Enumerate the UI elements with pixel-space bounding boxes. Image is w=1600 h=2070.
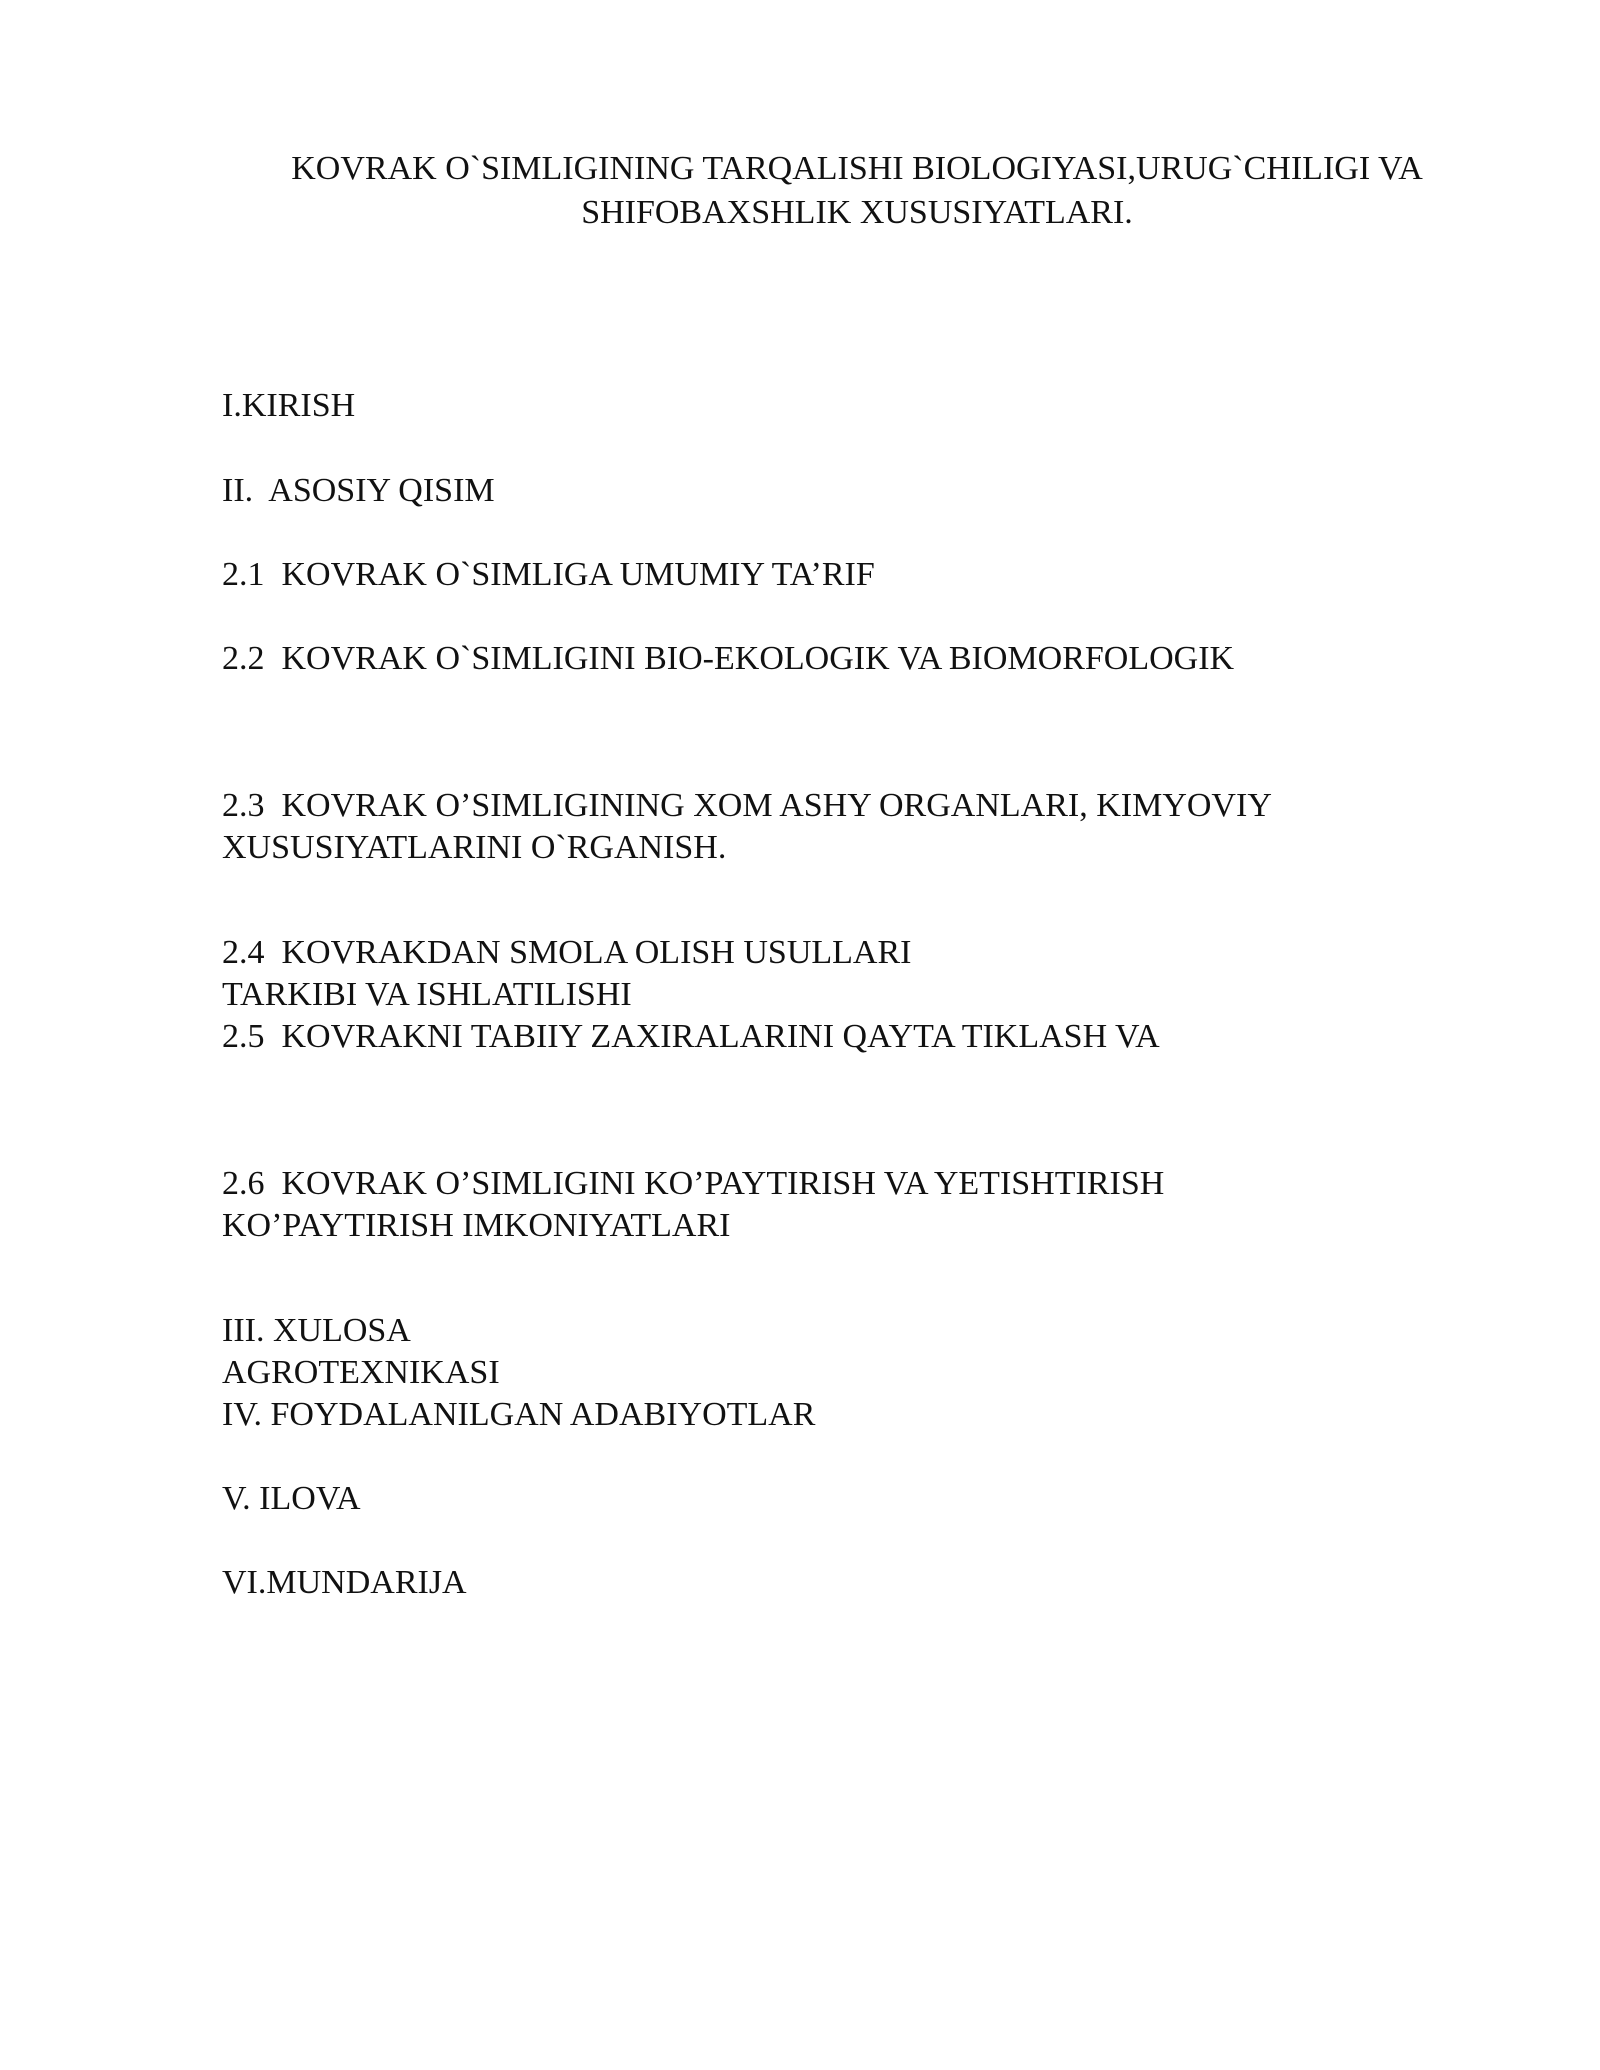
- toc-entry-line: XUSUSIYATLARINI O`RGANISH.: [222, 829, 727, 866]
- toc-entry-line: KO’PAYTIRISH IMKONIYATLARI: [222, 1207, 731, 1244]
- toc-entry-line: 2.4 KOVRAKDAN SMOLA OLISH USULLARI: [222, 934, 912, 971]
- toc-entry-line: TARKIBI VA ISHLATILISHI: [222, 976, 632, 1013]
- toc-entry-mundarija: [222, 1425, 467, 1740]
- toc-entry-line: 2.3 KOVRAK O’SIMLIGINING XOM ASHY ORGANLARI, KIMYOVIY: [222, 787, 1272, 824]
- toc-entry-line: I.KIRISH: [222, 387, 356, 424]
- document-title: [222, 147, 1492, 235]
- toc-entry-line: IV. FOYDALANILGAN ADABIYOTLAR: [222, 1396, 816, 1433]
- title-line-1: KOVRAK O`SIMLIGINING TARQALISHI BIOLOGIYASI,URUG`CHILIGI VA: [291, 150, 1423, 187]
- toc-entry-line: VI.MUNDARIJA: [222, 1564, 467, 1601]
- toc-entry-line: II. ASOSIY QISIM: [222, 472, 495, 509]
- toc-entry-line: 2.6 KOVRAK O’SIMLIGINI KO’PAYTIRISH VA YETISHTIRISH: [222, 1165, 1165, 1202]
- toc-entry-line: V. ILOVA: [222, 1480, 361, 1517]
- toc-entry-line: 2.5 KOVRAKNI TABIIY ZAXIRALARINI QAYTA TIKLASH VA: [222, 1018, 1160, 1055]
- toc-entry-line: 2.1 KOVRAK O`SIMLIGA UMUMIY TA’RIF: [222, 556, 875, 593]
- toc-entry-line: AGROTEXNIKASI: [222, 1354, 500, 1391]
- toc-entry-line: III. XULOSA: [222, 1312, 411, 1349]
- toc-entry-line: 2.2 KOVRAK O`SIMLIGINI BIO-EKOLOGIK VA BIOMORFOLOGIK: [222, 640, 1235, 677]
- title-line-2: SHIFOBAXSHLIK XUSUSIYATLARI.: [581, 194, 1133, 231]
